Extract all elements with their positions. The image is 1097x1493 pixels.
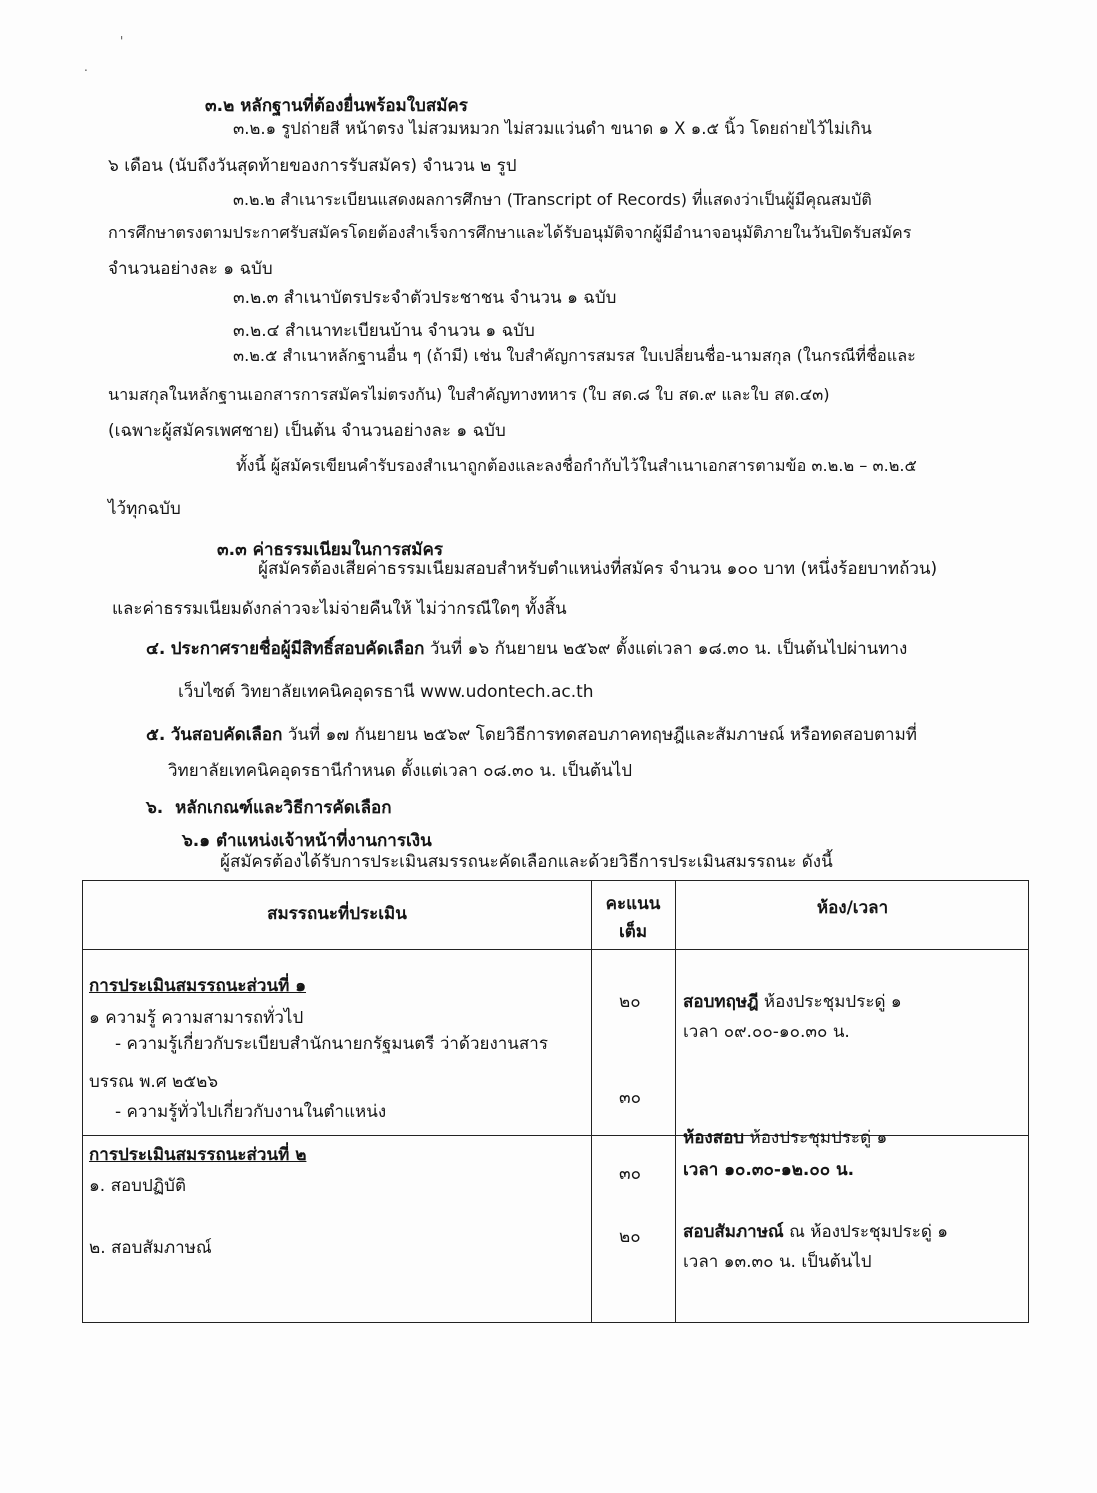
part2-room1 xyxy=(683,1127,887,1149)
part2-room2-type: สอบสัมภาษณ์ xyxy=(683,1222,784,1242)
table-divider xyxy=(83,949,1028,950)
section-4-line1 xyxy=(146,638,907,660)
section-4-detail: วันที่ ๑๖ กันยายน ๒๕๖๙ ตั้งแต่เวลา ๑๘.๓๐ น. เป็นต้นไปผ่านทาง xyxy=(424,639,908,659)
header-score-line2: เต็ม xyxy=(618,922,648,942)
section-5-line1 xyxy=(146,724,917,746)
part2-item1: ๑. สอบปฏิบัติ xyxy=(89,1176,187,1196)
note-line2: ไว้ทุกฉบับ xyxy=(108,499,181,519)
part1-room-type: สอบทฤษฎี xyxy=(683,992,759,1012)
part2-time1: เวลา ๑๐.๓๐-๑๒.๐๐ น. xyxy=(683,1160,855,1180)
section-4-number: ๔. xyxy=(146,639,166,659)
part2-item2: ๒. สอบสัมภาษณ์ xyxy=(89,1238,212,1258)
section-6-number: ๖. xyxy=(146,798,164,818)
part1-title: การประเมินสมรรถนะส่วนที่ ๑ xyxy=(89,976,307,996)
item-3-2-1-line1: ๓.๒.๑ รูปถ่ายสี หน้าตรง ไม่สวมหมวก ไม่สวมแว่นดำ ขนาด ๑ X ๑.๕ นิ้ว โดยถ่ายไว้ไม่เกิน xyxy=(233,119,872,138)
part2-room1-name: ห้องประชุมประดู่ ๑ xyxy=(744,1128,888,1148)
part1-room xyxy=(683,991,902,1013)
part1-score2: ๓๐ xyxy=(619,1088,641,1108)
item-3-2-2-line3: จำนวนอย่างละ ๑ ฉบับ xyxy=(108,259,273,279)
section-6-heading-line xyxy=(146,797,392,819)
part2-score2: ๒๐ xyxy=(619,1227,641,1247)
part2-time2: เวลา ๑๓.๓๐ น. เป็นต้นไป xyxy=(683,1252,872,1272)
item-3-2-5-line3: (เฉพาะผู้สมัครเพศชาย) เป็นต้น จำนวนอย่างละ ๑ ฉบับ xyxy=(108,421,506,441)
part2-room2-name: ณ ห้องประชุมประดู่ ๑ xyxy=(783,1222,949,1242)
section-3-2-heading: ๓.๒ หลักฐานที่ต้องยื่นพร้อมใบสมัคร xyxy=(205,96,468,116)
fee-line1: ผู้สมัครต้องเสียค่าธรรมเนียมสอบสำหรับตำแหน่งที่สมัคร จำนวน ๑๐๐ บาท (หนึ่งร้อยบาทถ้วน) xyxy=(258,559,938,579)
item-3-2-4: ๓.๒.๔ สำเนาทะเบียนบ้าน จำนวน ๑ ฉบับ xyxy=(233,321,535,341)
part1-sub1-line1: - ความรู้เกี่ยวกับระเบียบสำนักนายกรัฐมนตรี ว่าด้วยงานสาร xyxy=(115,1034,548,1054)
header-competency: สมรรถนะที่ประเมิน xyxy=(267,904,407,924)
part2-room1-type: ห้องสอบ xyxy=(683,1128,745,1148)
part2-room2 xyxy=(683,1221,948,1243)
scan-speck: . xyxy=(84,60,88,74)
header-room-time: ห้อง/เวลา xyxy=(816,898,889,918)
fee-line2: และค่าธรรมเนียมดังกล่าวจะไม่จ่ายคืนให้ ไม่ว่ากรณีใดๆ ทั้งสิ้น xyxy=(112,599,567,619)
table-divider xyxy=(591,881,592,1322)
part1-sub1-line2: บรรณ พ.ศ ๒๕๒๖ xyxy=(89,1072,219,1092)
section-5-heading: วันสอบคัดเลือก xyxy=(170,725,283,745)
part2-title: การประเมินสมรรถนะส่วนที่ ๒ xyxy=(89,1145,307,1165)
scan-speck: ' xyxy=(120,34,124,48)
item-3-2-2-line2: การศึกษาตรงตามประกาศรับสมัครโดยต้องสำเร็จการศึกษาและได้รับอนุมัติจากผู้มีอำนาจอนุมัติภายในวันปิดรับสมัคร xyxy=(108,223,912,242)
section-5-detail: วันที่ ๑๗ กันยายน ๒๕๖๙ โดยวิธีการทดสอบภาคทฤษฎีและสัมภาษณ์ หรือทดสอบตามที่ xyxy=(282,725,917,745)
section-6-intro: ผู้สมัครต้องได้รับการประเมินสมรรถนะคัดเลือกและด้วยวิธีการประเมินสมรรถนะ ดังนี้ xyxy=(220,852,833,872)
evaluation-table xyxy=(82,880,1029,1323)
section-4-website: เว็บไซต์ วิทยาลัยเทคนิคอุดรธานี www.udontech.ac.th xyxy=(178,682,594,702)
table-divider xyxy=(675,881,676,1322)
section-5-line2: วิทยาลัยเทคนิคอุดรธานีกำหนด ตั้งแต่เวลา ๐๘.๓๐ น. เป็นต้นไป xyxy=(168,761,633,781)
header-score-line1: คะแนน xyxy=(605,894,661,914)
item-3-2-1-line2: ๖ เดือน (นับถึงวันสุดท้ายของการรับสมัคร) จำนวน ๒ รูป xyxy=(108,156,517,176)
part1-room-name: ห้องประชุมประดู่ ๑ xyxy=(758,992,902,1012)
section-3-3-heading: ๓.๓ ค่าธรรมเนียมในการสมัคร xyxy=(217,540,443,560)
item-3-2-2-line1: ๓.๒.๒ สำเนาระเบียนแสดงผลการศึกษา (Transcript of Records) ที่แสดงว่าเป็นผู้มีคุณสมบัติ xyxy=(233,190,872,209)
section-5-number: ๕. xyxy=(146,725,166,745)
part2-score1: ๓๐ xyxy=(619,1164,641,1184)
section-6-1-heading: ๖.๑ ตำแหน่งเจ้าหน้าที่งานการเงิน xyxy=(182,831,432,851)
section-4-heading: ประกาศรายชื่อผู้มีสิทธิ์สอบคัดเลือก xyxy=(170,639,425,659)
item-3-2-5-line1: ๓.๒.๕ สำเนาหลักฐานอื่น ๆ (ถ้ามี) เช่น ใบสำคัญการสมรส ใบเปลี่ยนชื่อ-นามสกุล (ในกรณีที่ชื่อและ xyxy=(233,346,916,365)
part1-sub2: - ความรู้ทั่วไปเกี่ยวกับงานในตำแหน่ง xyxy=(115,1102,387,1122)
part1-item: ๑ ความรู้ ความสามารถทั่วไป xyxy=(89,1008,304,1028)
note-line1: ทั้งนี้ ผู้สมัครเขียนคำรับรองสำเนาถูกต้องและลงชื่อกำกับไว้ในสำเนาเอกสารตามข้อ ๓.๒.๒ – ๓.๒.๕ xyxy=(236,456,917,475)
part1-score1: ๒๐ xyxy=(619,992,641,1012)
item-3-2-5-line2: นามสกุลในหลักฐานเอกสารการสมัครไม่ตรงกัน) ใบสำคัญทางทหาร (ใบ สด.๘ ใบ สด.๙ และใบ สด.๔๓) xyxy=(108,385,830,404)
section-6-heading: หลักเกณฑ์และวิธีการคัดเลือก xyxy=(175,798,392,818)
item-3-2-3: ๓.๒.๓ สำเนาบัตรประจำตัวประชาชน จำนวน ๑ ฉบับ xyxy=(233,288,617,308)
part1-time: เวลา ๐๙.๐๐-๑๐.๓๐ น. xyxy=(683,1022,850,1042)
